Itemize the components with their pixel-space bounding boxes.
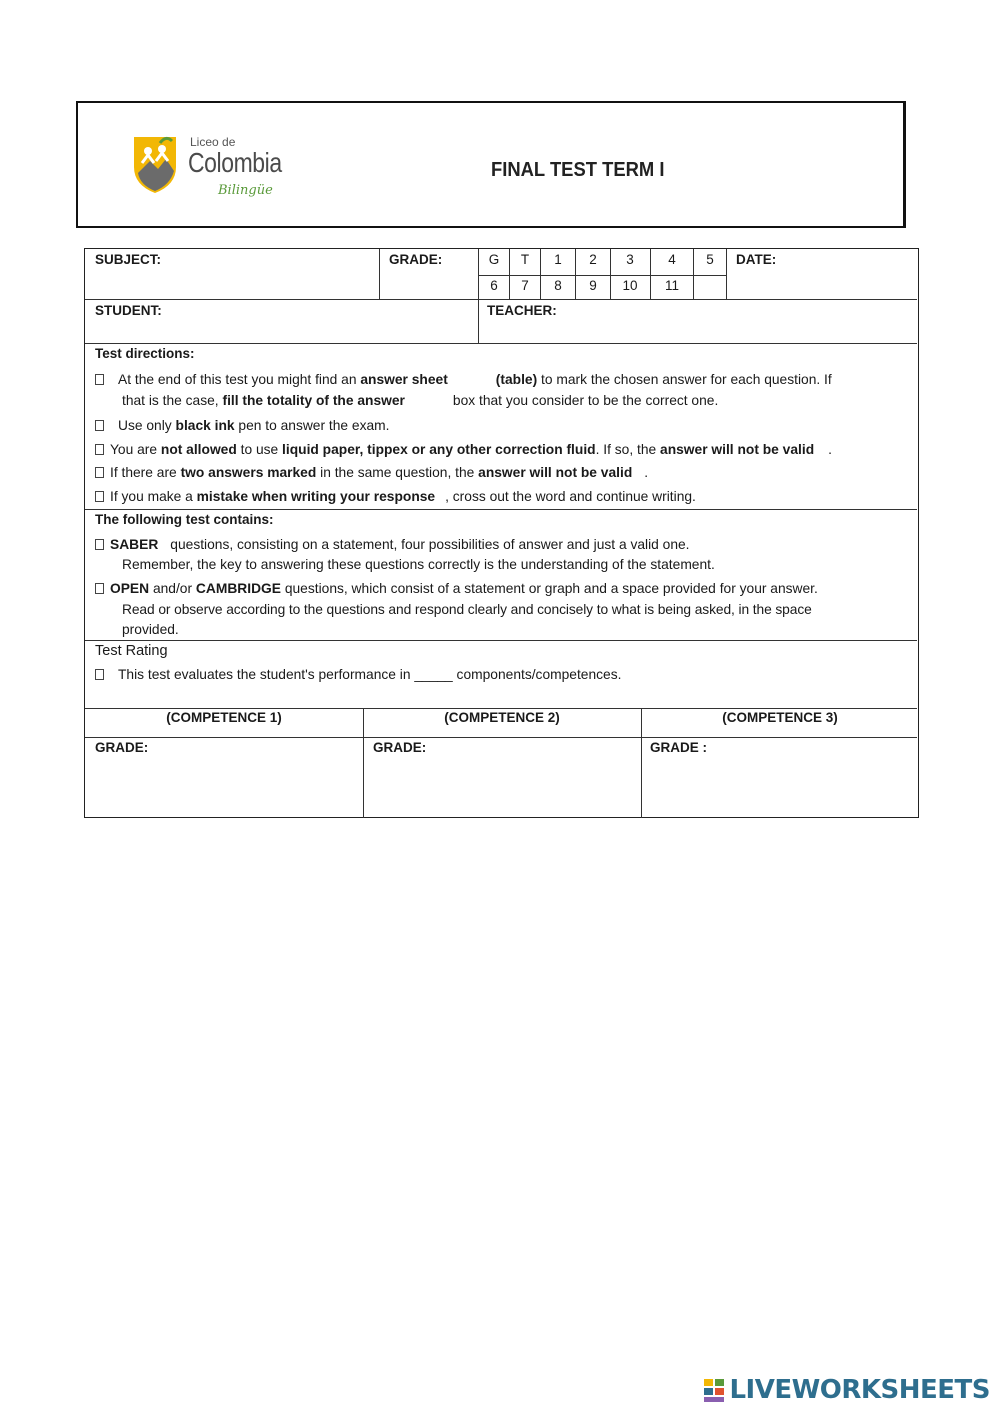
checkbox-icon: [95, 491, 104, 502]
grade-option[interactable]: 5: [706, 252, 714, 267]
grade-option[interactable]: 3: [626, 252, 634, 267]
direction-item: If there are two answers marked in the same question, the answer will not be valid .: [95, 464, 648, 481]
grade-option[interactable]: 2: [589, 252, 597, 267]
contains-item: OPEN and/or CAMBRIDGE questions, which consist of a statement or graph and a space provided for your answer.: [95, 580, 818, 597]
competence-2-grade[interactable]: GRADE:: [373, 740, 427, 755]
school-logo: [130, 131, 290, 211]
col-divider: [693, 249, 694, 299]
grade-option[interactable]: 6: [490, 278, 498, 293]
contains-heading: The following test contains:: [95, 512, 274, 527]
grade-row-divider: [478, 275, 726, 276]
logo-sub-text: Bilingüe: [218, 183, 273, 198]
grade-option[interactable]: 1: [554, 252, 562, 267]
contains-item: SABER questions, consisting on a statement, four possibilities of answer and just a valid one.: [95, 536, 690, 553]
col-divider: [650, 249, 651, 299]
competence-2-label: (COMPETENCE 2): [444, 710, 560, 725]
grade-option[interactable]: T: [520, 252, 530, 267]
grade-option[interactable]: 7: [521, 278, 529, 293]
competence-3-label: (COMPETENCE 3): [722, 710, 838, 725]
row-divider: [85, 343, 917, 344]
checkbox-icon: [95, 583, 104, 594]
shield-icon: [130, 133, 180, 195]
col-divider: [575, 249, 576, 299]
direction-item-cont: that is the case, fill the totality of the answer box that you consider to be the correct one.: [122, 393, 719, 408]
competence-1-label: (COMPETENCE 1): [166, 710, 282, 725]
date-label: DATE:: [736, 252, 777, 267]
rating-item: This test evaluates the student's performance in _____ components/competences.: [95, 666, 621, 683]
contains-item-cont: Read or observe according to the questions and respond clearly and concisely to what is being asked, in the space: [122, 602, 812, 617]
checkbox-icon: [95, 467, 104, 478]
contains-item-cont: provided.: [122, 622, 179, 637]
checkbox-icon: [95, 669, 104, 680]
row-divider: [85, 509, 917, 510]
grade-option[interactable]: G: [488, 252, 500, 267]
liveworksheets-brand: [703, 1375, 990, 1405]
competence-3-grade[interactable]: GRADE :: [650, 740, 707, 755]
checkbox-icon: [95, 420, 104, 431]
direction-item: At the end of this test you might find an answer sheet (table) to mark the chosen answer for each question. If: [95, 371, 832, 388]
col-divider: [726, 249, 727, 299]
header-box: [76, 101, 906, 228]
row-divider: [85, 640, 917, 641]
checkbox-icon: [95, 444, 104, 455]
grade-option[interactable]: 8: [554, 278, 562, 293]
rating-heading: Test Rating: [95, 643, 168, 659]
competence-1-grade[interactable]: GRADE:: [95, 740, 149, 755]
subject-label: SUBJECT:: [95, 252, 162, 267]
logo-main-text: Colombia: [188, 147, 282, 178]
direction-item: If you make a mistake when writing your response , cross out the word and continue writing.: [95, 488, 696, 505]
row-divider: [85, 708, 917, 709]
col-divider: [379, 249, 380, 299]
student-label: STUDENT:: [95, 303, 162, 318]
grade-option[interactable]: 11: [664, 278, 679, 293]
col-divider: [540, 249, 541, 299]
row-divider: [85, 299, 917, 300]
exam-form: [84, 248, 919, 818]
grade-option[interactable]: 10: [622, 278, 638, 293]
brand-text: LIVEWORKSHEETS: [729, 1375, 990, 1405]
direction-item: You are not allowed to use liquid paper, tippex or any other correction fluid. If so, the answer will not be valid .: [95, 441, 832, 458]
logo-small-text: Liceo de: [190, 135, 236, 149]
contains-item-cont: Remember, the key to answering these questions correctly is the understanding of the statement.: [122, 557, 715, 572]
checkbox-icon: [95, 374, 104, 385]
directions-heading: Test directions:: [95, 346, 195, 361]
page-title: FINAL TEST TERM I: [491, 159, 665, 181]
grade-label: GRADE:: [389, 252, 443, 267]
col-divider: [610, 249, 611, 299]
grade-option[interactable]: 9: [589, 278, 597, 293]
direction-item: Use only black ink pen to answer the exam.: [95, 417, 390, 434]
liveworksheets-logo-icon: [703, 1377, 725, 1403]
row-divider: [85, 737, 917, 738]
grade-option[interactable]: 4: [668, 252, 676, 267]
teacher-label: TEACHER:: [487, 303, 557, 318]
checkbox-icon: [95, 539, 104, 550]
